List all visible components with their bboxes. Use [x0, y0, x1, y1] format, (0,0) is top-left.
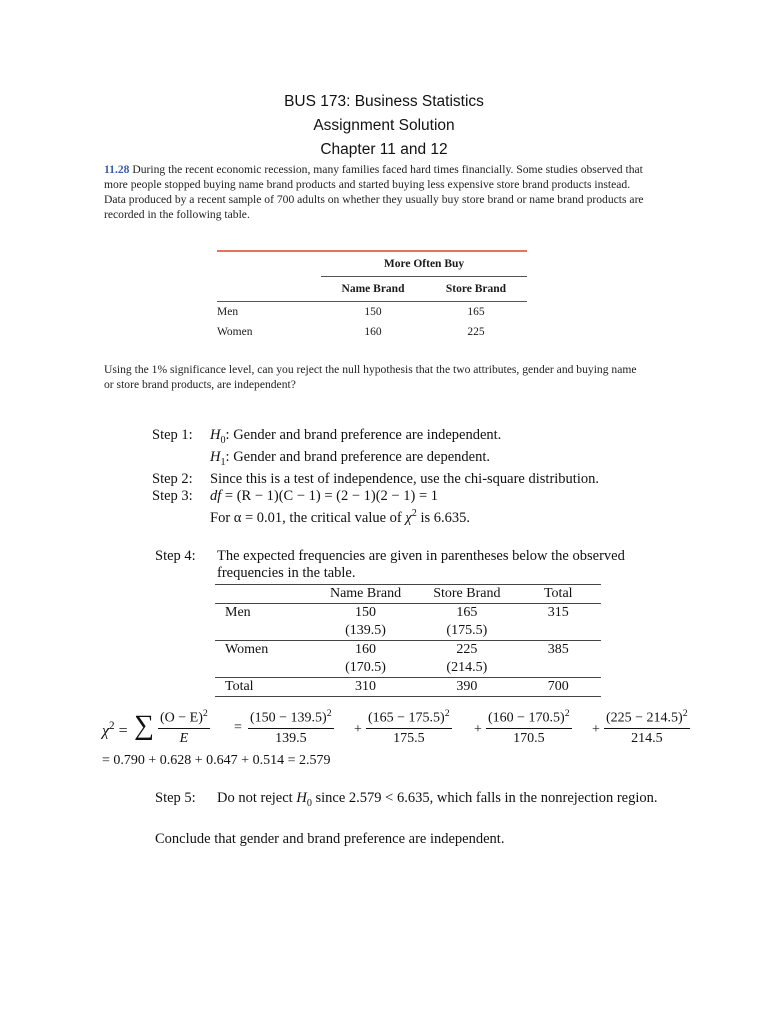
total-row — [215, 678, 601, 697]
expected-cell: (214.5) — [418, 659, 515, 678]
group-header: More Often Buy — [383, 258, 465, 270]
table-row — [215, 641, 601, 660]
term-fraction: $\frac{(225 - 214.5)^2}{214.5}$ — [606, 708, 688, 746]
decision-text: Do not reject $H_0$ since 2.579 < 6.635, which falls in the nonrejection region. — [217, 790, 658, 809]
expected-cell: (175.5) — [418, 622, 515, 641]
observed-cell: 160 — [355, 642, 377, 657]
table-row — [217, 322, 527, 342]
step-4 — [155, 548, 677, 582]
steps-1-3 — [152, 427, 599, 527]
row-label: Men — [225, 605, 251, 620]
general-fraction: $\frac{(O - E)^2}{E}$ — [160, 708, 208, 746]
step-label: Step 5: — [155, 790, 196, 806]
column-header: Total — [516, 585, 601, 604]
step-2 — [152, 471, 599, 488]
total-cell: 310 — [313, 678, 418, 697]
degrees-of-freedom: df = (R − 1)(C − 1) = (2 − 1)(2 − 1) = 1 — [210, 487, 438, 504]
table-row — [217, 302, 527, 323]
table-row-expected — [215, 622, 601, 641]
table-cell: 160 — [364, 326, 382, 338]
step-label: Step 3: — [152, 487, 193, 504]
total-cell: 315 — [547, 605, 569, 620]
plus-sign: + — [592, 722, 600, 737]
total-cell: 385 — [547, 642, 569, 657]
sigma-icon: ∑ — [134, 710, 154, 741]
step-1-alt — [152, 449, 599, 471]
question-text: Using the 1% significance level, can you reject the null hypothesis that the two attributes, gender and buying name or store brand products, are independent? — [104, 363, 637, 391]
row-label: Women — [217, 326, 253, 338]
column-header: Store Brand — [418, 585, 515, 604]
step-label: Step 4: — [155, 548, 196, 564]
step-text: Since this is a test of independence, use the chi-square distribution. — [210, 470, 599, 487]
step-5 — [155, 790, 667, 812]
row-label: Men — [217, 302, 321, 323]
plus-sign: + — [354, 722, 362, 737]
column-header: Name Brand — [321, 277, 425, 302]
column-header: Store Brand — [425, 277, 527, 302]
alternative-hypothesis: $H_1$: Gender and brand preference are dependent. — [210, 448, 491, 468]
step-1 — [152, 427, 599, 449]
expected-cell: (139.5) — [313, 622, 418, 641]
observed-cell: 150 — [355, 605, 377, 620]
plus-sign: + — [474, 722, 482, 737]
column-header: Name Brand — [313, 585, 418, 604]
chi-square-formula — [102, 706, 688, 756]
total-cell: 700 — [516, 678, 601, 697]
observed-cell: 225 — [456, 642, 478, 657]
equals-sign: = — [234, 720, 242, 735]
table-row-expected — [215, 659, 601, 678]
table-cell: 150 — [321, 302, 425, 323]
problem-statement — [104, 162, 649, 222]
problem-text: During the recent economic recession, many families faced hard times financially. Some studies observed that more people stopped buying name brand products and started buying less expensive store brand products instead. Data produced by a recent sample of 700 adults on whether they usually buy store brand or name brand products are recorded in the following table. — [104, 163, 644, 221]
step-3-critical — [152, 505, 599, 527]
observed-cell: 165 — [456, 605, 478, 620]
table-cell: 165 — [425, 302, 527, 323]
step-label: Step 2: — [152, 470, 193, 487]
row-label: Total — [215, 678, 313, 697]
total-cell: 390 — [418, 678, 515, 697]
critical-value: For α = 0.01, the critical value of $\chi^2$ is 6.635. — [210, 507, 470, 526]
step-3 — [152, 488, 599, 505]
term-fraction: $\frac{(150 - 139.5)^2}{139.5}$ — [250, 708, 332, 746]
table-cell: 225 — [467, 326, 485, 338]
table-header-row — [215, 585, 601, 604]
expected-cell: (170.5) — [313, 659, 418, 678]
conclusion: Conclude that gender and brand preference are independent. — [155, 831, 505, 847]
course-title: BUS 173: Business Statistics — [284, 93, 484, 110]
table-row — [215, 604, 601, 623]
assignment-title: Assignment Solution — [313, 117, 455, 134]
chapter-title: Chapter 11 and 12 — [320, 141, 448, 158]
row-label: Women — [225, 642, 269, 657]
expected-frequency-table — [215, 584, 601, 697]
null-hypothesis: $H_0$: Gender and brand preference are independent. — [210, 427, 502, 446]
step-label: Step 1: — [152, 427, 193, 443]
term-fraction: $\frac{(165 - 175.5)^2}{175.5}$ — [368, 708, 450, 746]
chi-square-result: = 0.790 + 0.628 + 0.647 + 0.514 = 2.579 — [102, 753, 331, 768]
problem-number: 11.28 — [104, 163, 130, 176]
observed-data-table — [217, 250, 527, 342]
term-fraction: $\frac{(160 - 170.5)^2}{170.5}$ — [488, 708, 570, 746]
chi-square-symbol: $\chi^2$ = — [102, 720, 128, 740]
step-text: The expected frequencies are given in parentheses below the observed frequencies in the table. — [217, 548, 625, 581]
